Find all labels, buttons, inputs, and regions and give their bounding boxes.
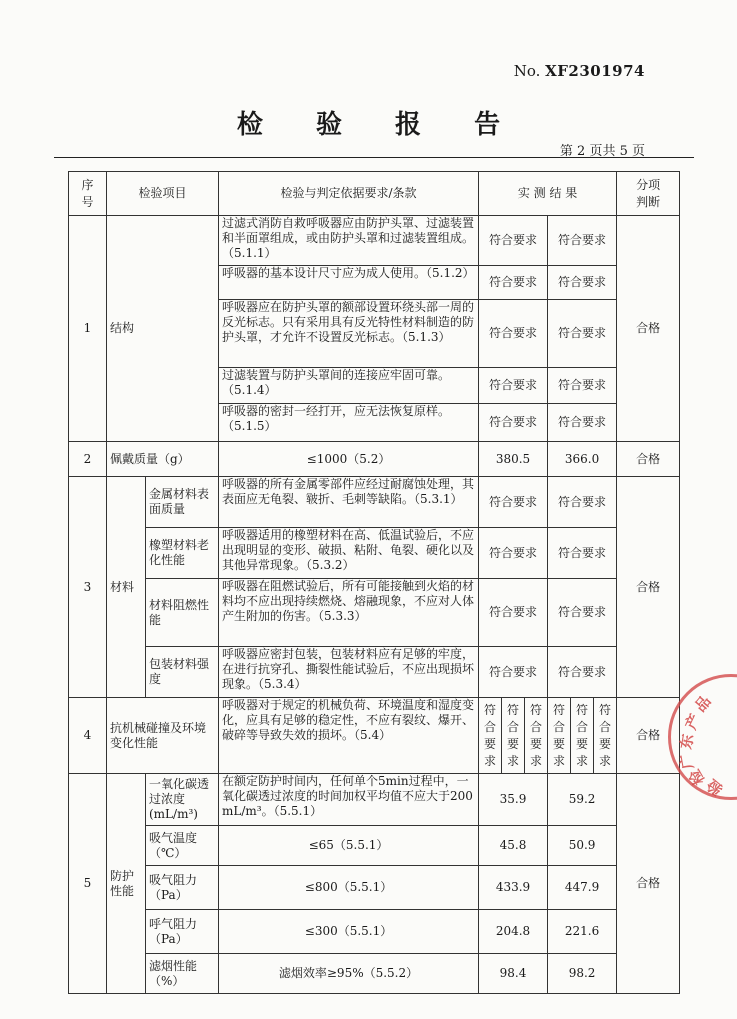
judgment-cell: 合格 <box>617 477 680 698</box>
row-seq: 1 <box>69 216 107 442</box>
report-number-prefix: No. <box>513 62 541 80</box>
sub-item: 滤烟性能（%） <box>146 954 219 994</box>
sub-item: 吸气温度（℃） <box>146 826 219 866</box>
report-title: 检 验 报 告 <box>236 110 523 140</box>
table-row <box>69 698 680 774</box>
result-cell: 433.9 <box>479 866 548 910</box>
inspection-table <box>68 171 680 994</box>
requirement-cell: 呼吸器应在防护头罩的额部设置环绕头部一周的反光标志。只有采用具有反光特性材料制造的防护头罩，才允许不设置反光标志。（5.1.3） <box>219 300 479 368</box>
result-cell: 366.0 <box>548 442 617 477</box>
result-cell: 符 合 要 求 <box>571 698 594 774</box>
row-seq: 4 <box>69 698 107 774</box>
table-row <box>69 774 680 826</box>
table-row <box>69 477 680 528</box>
result-cell: 符合要求 <box>548 300 617 368</box>
result-cell: 50.9 <box>548 826 617 866</box>
result-cell: 符 合 要 求 <box>479 698 502 774</box>
result-cell: 符合要求 <box>548 477 617 528</box>
header-item: 检验项目 <box>107 172 219 216</box>
sub-item: 金属材料表面质量 <box>146 477 219 528</box>
result-cell: 符合要求 <box>479 477 548 528</box>
table-row <box>69 910 680 954</box>
requirement-cell: ≤800（5.5.1） <box>219 866 479 910</box>
table-row <box>69 826 680 866</box>
requirement-cell: ≤65（5.5.1） <box>219 826 479 866</box>
result-cell: 符 合 要 求 <box>594 698 617 774</box>
header-basis: 检验与判定依据要求/条款 <box>219 172 479 216</box>
sub-item: 吸气阻力（Pa） <box>146 866 219 910</box>
header-seq: 序 号 <box>69 172 107 216</box>
result-cell: 符合要求 <box>479 216 548 266</box>
requirement-cell: 过滤装置与防护头罩间的连接应牢固可靠。（5.1.4） <box>219 368 479 404</box>
result-cell: 符合要求 <box>548 528 617 579</box>
judgment-cell: 合格 <box>617 774 680 994</box>
requirement-cell: 滤烟效率≥95%（5.5.2） <box>219 954 479 994</box>
requirement-cell: 呼吸器对于规定的机械负荷、环境温度和湿度变化，应具有足够的稳定性，不应有裂纹、爆开、破碎等导致失效的损坏。（5.4） <box>219 698 479 774</box>
table-row <box>69 442 680 477</box>
requirement-cell: 呼吸器在阻燃试验后，所有可能接触到火焰的材料均不应出现持续燃烧、熔融现象，不应对人体产生附加的伤害。（5.3.3） <box>219 579 479 647</box>
inspection-seal: 品 产 东 广 检 验 <box>668 674 737 800</box>
requirement-cell: ≤1000（5.2） <box>219 442 479 477</box>
row-seq: 5 <box>69 774 107 994</box>
result-cell: 符合要求 <box>548 216 617 266</box>
result-cell: 221.6 <box>548 910 617 954</box>
result-cell: 符合要求 <box>479 266 548 300</box>
table-header-row <box>69 172 680 216</box>
result-cell: 447.9 <box>548 866 617 910</box>
result-cell: 符合要求 <box>479 404 548 442</box>
judgment-cell: 合格 <box>617 442 680 477</box>
table-row <box>69 866 680 910</box>
result-cell: 符合要求 <box>548 404 617 442</box>
result-cell: 98.2 <box>548 954 617 994</box>
requirement-cell: ≤300（5.5.1） <box>219 910 479 954</box>
row-item: 抗机械碰撞及环境变化性能 <box>107 698 219 774</box>
result-cell: 符合要求 <box>479 579 548 647</box>
result-cell: 98.4 <box>479 954 548 994</box>
requirement-cell: 过滤式消防自救呼吸器应由防护头罩、过滤装置和半面罩组成，或由防护头罩和过滤装置组成。（5.1.1） <box>219 216 479 266</box>
table-row <box>69 216 680 266</box>
result-cell: 符合要求 <box>548 368 617 404</box>
sub-item: 材料阻燃性能 <box>146 579 219 647</box>
row-item: 材料 <box>107 477 146 698</box>
header-rule <box>54 157 694 158</box>
row-seq: 2 <box>69 442 107 477</box>
table-row <box>69 954 680 994</box>
result-cell: 59.2 <box>548 774 617 826</box>
page-indicator: 第 2 页共 5 页 <box>559 144 645 159</box>
result-cell: 45.8 <box>479 826 548 866</box>
table-row <box>69 647 680 698</box>
result-cell: 符合要求 <box>479 300 548 368</box>
sub-item: 包装材料强度 <box>146 647 219 698</box>
result-cell: 符 合 要 求 <box>502 698 525 774</box>
report-number <box>514 62 645 80</box>
sub-item: 一氧化碳透过浓度(mL/m³) <box>146 774 219 826</box>
result-cell: 符合要求 <box>479 528 548 579</box>
result-cell: 符合要求 <box>479 647 548 698</box>
result-cell: 380.5 <box>479 442 548 477</box>
requirement-cell: 呼吸器适用的橡塑材料在高、低温试验后，不应出现明显的变形、破损、粘附、龟裂、硬化以及其他异常现象。（5.3.2） <box>219 528 479 579</box>
row-seq: 3 <box>69 477 107 698</box>
requirement-cell: 呼吸器的密封一经打开，应无法恢复原样。（5.1.5） <box>219 404 479 442</box>
row-item: 防护性能 <box>107 774 146 994</box>
requirement-cell: 呼吸器应密封包装，包装材料应有足够的牢度，在进行抗穿孔、撕裂性能试验后，不应出现损坏现象。（5.3.4） <box>219 647 479 698</box>
judgment-cell: 合格 <box>617 216 680 442</box>
sub-item: 呼气阻力（Pa） <box>146 910 219 954</box>
requirement-cell: 呼吸器的基本设计尺寸应为成人使用。（5.1.2） <box>219 266 479 300</box>
result-cell: 204.8 <box>479 910 548 954</box>
table-row <box>69 579 680 647</box>
result-cell: 符合要求 <box>548 266 617 300</box>
table-row <box>69 528 680 579</box>
row-item: 结构 <box>107 216 219 442</box>
header-judgment: 分项 判断 <box>617 172 680 216</box>
row-item: 佩戴质量（g） <box>107 442 219 477</box>
result-cell: 35.9 <box>479 774 548 826</box>
result-cell: 符 合 要 求 <box>525 698 548 774</box>
judgment-cell: 合格 <box>617 698 680 774</box>
requirement-cell: 呼吸器的所有金属零部件应经过耐腐蚀处理，其表面应无龟裂、皲折、毛刺等缺陷。（5.3.1） <box>219 477 479 528</box>
result-cell: 符 合 要 求 <box>548 698 571 774</box>
result-cell: 符合要求 <box>479 368 548 404</box>
report-number-value: XF2301974 <box>545 62 645 80</box>
result-cell: 符合要求 <box>548 647 617 698</box>
header-result: 实 测 结 果 <box>479 172 617 216</box>
requirement-cell: 在额定防护时间内，任何单个5min过程中，一氧化碳透过浓度的时间加权平均值不应大于200 mL/m³。（5.5.1） <box>219 774 479 826</box>
result-cell: 符合要求 <box>548 579 617 647</box>
sub-item: 橡塑材料老化性能 <box>146 528 219 579</box>
